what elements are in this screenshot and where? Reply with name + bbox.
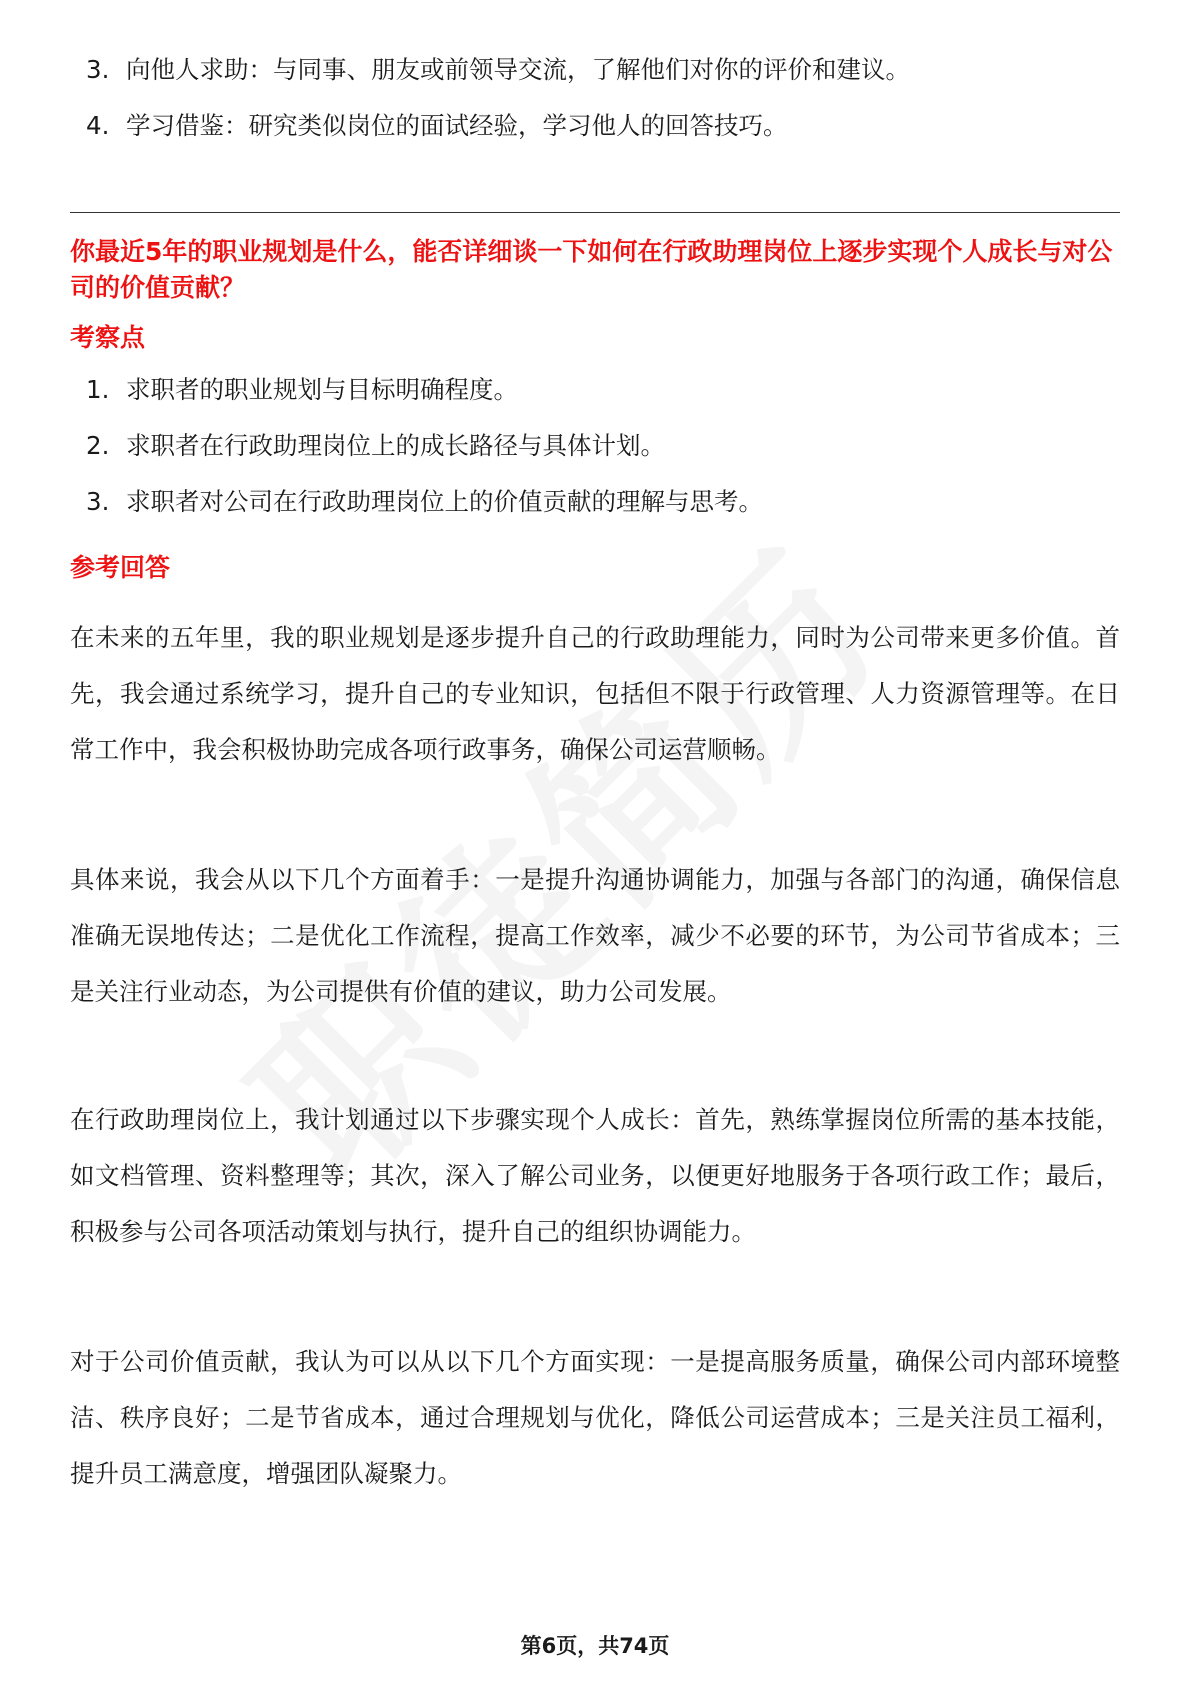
section-divider bbox=[70, 212, 1120, 213]
list-item bbox=[86, 418, 763, 474]
list-item-number: 3. bbox=[86, 487, 110, 516]
list-item-number: 2. bbox=[86, 431, 110, 460]
answer-paragraph: 在行政助理岗位上，我计划通过以下步骤实现个人成长：首先，熟练掌握岗位所需的基本技能，如文档管理、资料整理等；其次，深入了解公司业务，以便更好地服务于各项行政工作；最后，积极参与公司各项活动策划与执行，提升自己的组织协调能力。 bbox=[70, 1105, 1120, 1246]
list-item bbox=[86, 362, 763, 418]
list-item-number: 1. bbox=[86, 375, 110, 404]
answer-paragraph: 在未来的五年里，我的职业规划是逐步提升自己的行政助理能力，同时为公司带来更多价值。首先，我会通过系统学习，提升自己的专业知识，包括但不限于行政管理、人力资源管理等。在日常工作中，我会积极协助完成各项行政事务，确保公司运营顺畅。 bbox=[70, 623, 1120, 764]
list-item-number: 3. bbox=[86, 55, 110, 84]
list-item-text: 求职者对公司在行政助理岗位上的价值贡献的理解与思考。 bbox=[126, 487, 763, 516]
top-list bbox=[86, 42, 910, 154]
list-item bbox=[86, 42, 910, 98]
answer-paragraph: 具体来说，我会从以下几个方面着手：一是提升沟通协调能力，加强与各部门的沟通，确保信息准确无误地传达；二是优化工作流程，提高工作效率，减少不必要的环节，为公司节省成本；三是关注行业动态，为公司提供有价值的建议，助力公司发展。 bbox=[70, 865, 1120, 1006]
list-item-text: 向他人求助：与同事、朋友或前领导交流，了解他们对你的评价和建议。 bbox=[126, 55, 910, 84]
points-list bbox=[86, 362, 763, 530]
interview-question: 你最近5年的职业规划是什么，能否详细谈一下如何在行政助理岗位上逐步实现个人成长与对公司的价值贡献？ bbox=[70, 237, 1113, 302]
answer-paragraph: 对于公司价值贡献，我认为可以从以下几个方面实现：一是提高服务质量，确保公司内部环境整洁、秩序良好；二是节省成本，通过合理规划与优化，降低公司运营成本；三是关注员工福利，提升员工满意度，增强团队凝聚力。 bbox=[70, 1347, 1120, 1488]
list-item bbox=[86, 474, 763, 530]
list-item bbox=[86, 98, 910, 154]
answer-heading: 参考回答 bbox=[70, 553, 171, 582]
list-item-text: 求职者的职业规划与目标明确程度。 bbox=[126, 375, 518, 404]
page-number: 第6页，共74页 bbox=[520, 1634, 670, 1658]
list-item-text: 求职者在行政助理岗位上的成长路径与具体计划。 bbox=[126, 431, 665, 460]
list-item-number: 4. bbox=[86, 111, 110, 140]
list-item-text: 学习借鉴：研究类似岗位的面试经验，学习他人的回答技巧。 bbox=[126, 111, 788, 140]
points-heading: 考察点 bbox=[70, 323, 146, 352]
